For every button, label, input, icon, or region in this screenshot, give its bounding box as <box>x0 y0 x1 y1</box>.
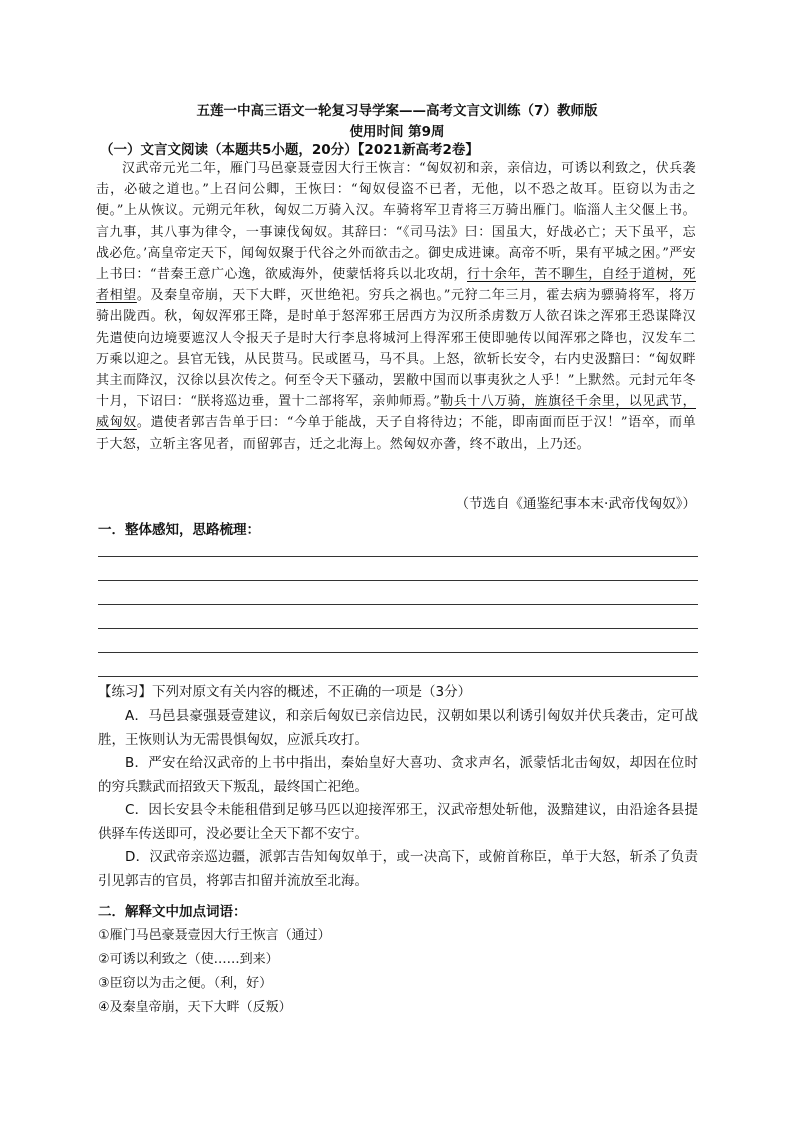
passage-part-a: 汉武帝元光二年，雁门马邑豪聂壹因大行王恢言：“匈奴初和亲，亲信边，可诱以利致之，伏兵袭击，必破之道也。”上召问公卿，王恢曰：“匈奴侵盗不已者，无他，以不恐之故耳。臣窃以为击之便。”上从恢议。元朔元年秋，匈奴二万骑入汉。车骑将军卫青将三万骑出雁门。临淄人主父偃上书。言九事，其八事为律令，一事谏伐匈奴。其辞曰：“《司马法》曰：国虽大，好战必亡；天下虽平，忘战必危。’高皇帝定天下，闻匈奴聚于代谷之外而欲击之。御史成进谏。高帝不听，果有平城之困。”严安上书曰：“昔秦王意广心逸，欲威海外，使蒙恬将兵以北攻胡， <box>96 161 696 283</box>
answer-line[interactable] <box>98 604 698 605</box>
item-number: ④ <box>98 1000 110 1015</box>
usage-time: 使用时间 第9周 <box>349 124 445 140</box>
part1-heading: 一．整体感知，思路梳理： <box>98 522 260 538</box>
answer-line[interactable] <box>98 676 698 677</box>
option-d: D．汉武帝亲巡边疆，派郭吉告知匈奴单于，或一决高下，或俯首称臣，单于大怒，斩杀了负责引见郭吉的官员，将郭吉扣留并流放至北海。 <box>98 849 698 889</box>
passage-underlined-sentence-2: 勒兵十八万骑，旌旗径千余里，以见武节，威匈奴 <box>96 394 696 431</box>
answer-line[interactable] <box>98 580 698 581</box>
word-explanation-list <box>98 924 698 1020</box>
word-item <box>98 948 698 972</box>
passage-part-c: 。遣使者郭吉告单于曰：“今单于能战，天子自将待边；不能，即南面而臣于汉！”语卒，而单于大怒，立斩主客见者，而留郭吉，迁之北海上。然匈奴亦詟，终不敢出，上乃还。 <box>96 415 696 452</box>
item-text: 及秦皇帝崩，天下大畔（反叛） <box>109 1000 292 1015</box>
option-a: A．马邑县豪强聂壹建议，和亲后匈奴已亲信边民，汉朝如果以利诱引匈奴并伏兵袭击，定可战胜，王恢则认为无需畏惧匈奴，应派兵攻打。 <box>98 708 698 748</box>
option-c: C．因长安县令未能租借到足够马匹以迎接浑邪王，汉武帝想处斩他，汲黯建议，由沿途各县提供驿车传送即可，没必要让全天下都不安宁。 <box>98 802 698 842</box>
item-number: ① <box>98 928 110 943</box>
item-number: ② <box>98 952 110 967</box>
document-title: 五莲一中高三语文一轮复习导学案——高考文言文训练（7）教师版 <box>196 103 598 119</box>
word-item <box>98 924 698 948</box>
practice-options <box>98 705 698 893</box>
answer-line[interactable] <box>98 652 698 653</box>
classical-passage <box>96 158 696 455</box>
answer-line[interactable] <box>98 556 698 557</box>
item-number: ③ <box>98 976 110 991</box>
section-heading: （一）文言文阅读（本题共5小题，20分）【2021新高考2卷】 <box>100 142 479 158</box>
item-text: 可诱以利致之（使……到来） <box>109 952 279 967</box>
item-text: 雁门马邑豪聂壹因大行王恢言（通过） <box>109 928 331 943</box>
word-item <box>98 996 698 1020</box>
passage-source: （节选自《通鉴纪事本末·武帝伐匈奴》） <box>455 496 696 512</box>
practice-question: 【练习】下列对原文有关内容的概述，不正确的一项是（3分） <box>98 684 472 700</box>
item-text: 臣窃以为击之便。（利，好） <box>109 976 273 991</box>
part2-heading: 二．解释文中加点词语： <box>98 904 247 920</box>
passage-part-b: 。及秦皇帝崩，天下大畔，灭世绝祀。穷兵之祸也。”元狩二年三月，霍去病为骠骑将军，将万骑出陇西。秋，匈奴浑邪王降，是时单于怒浑邪王居西方为汉所杀虏数万人欲召诛之浑邪王恐谋降汉先遣使向边境要遮汉人令报天子是时大行李息将城河上得浑邪王使即驰传以闻浑邪之降也，汉发车二万乘以迎之。县官无钱，从民贳马。民或匿马，马不具。上怒，欲斩长安令，右内史汲黯曰：“匈奴畔其主而降汉，汉徐以县次传之。何至令天下骚动，罢敝中国而以事夷狄之人乎！”上默然。元封元年冬十月，下诏曰：“朕将巡边垂，置十二部将军，亲帅师焉。” <box>96 288 696 410</box>
passage-underlined-sentence-1: 行十余年，苦不聊生，自经于道树，死者相望 <box>96 267 697 304</box>
answer-line[interactable] <box>98 628 698 629</box>
option-b: B．严安在给汉武帝的上书中指出，秦始皇好大喜功、贪求声名，派蒙恬北击匈奴，却因在位时的穷兵黩武而招致天下叛乱，最终国亡祀绝。 <box>98 755 698 795</box>
word-item <box>98 972 698 996</box>
